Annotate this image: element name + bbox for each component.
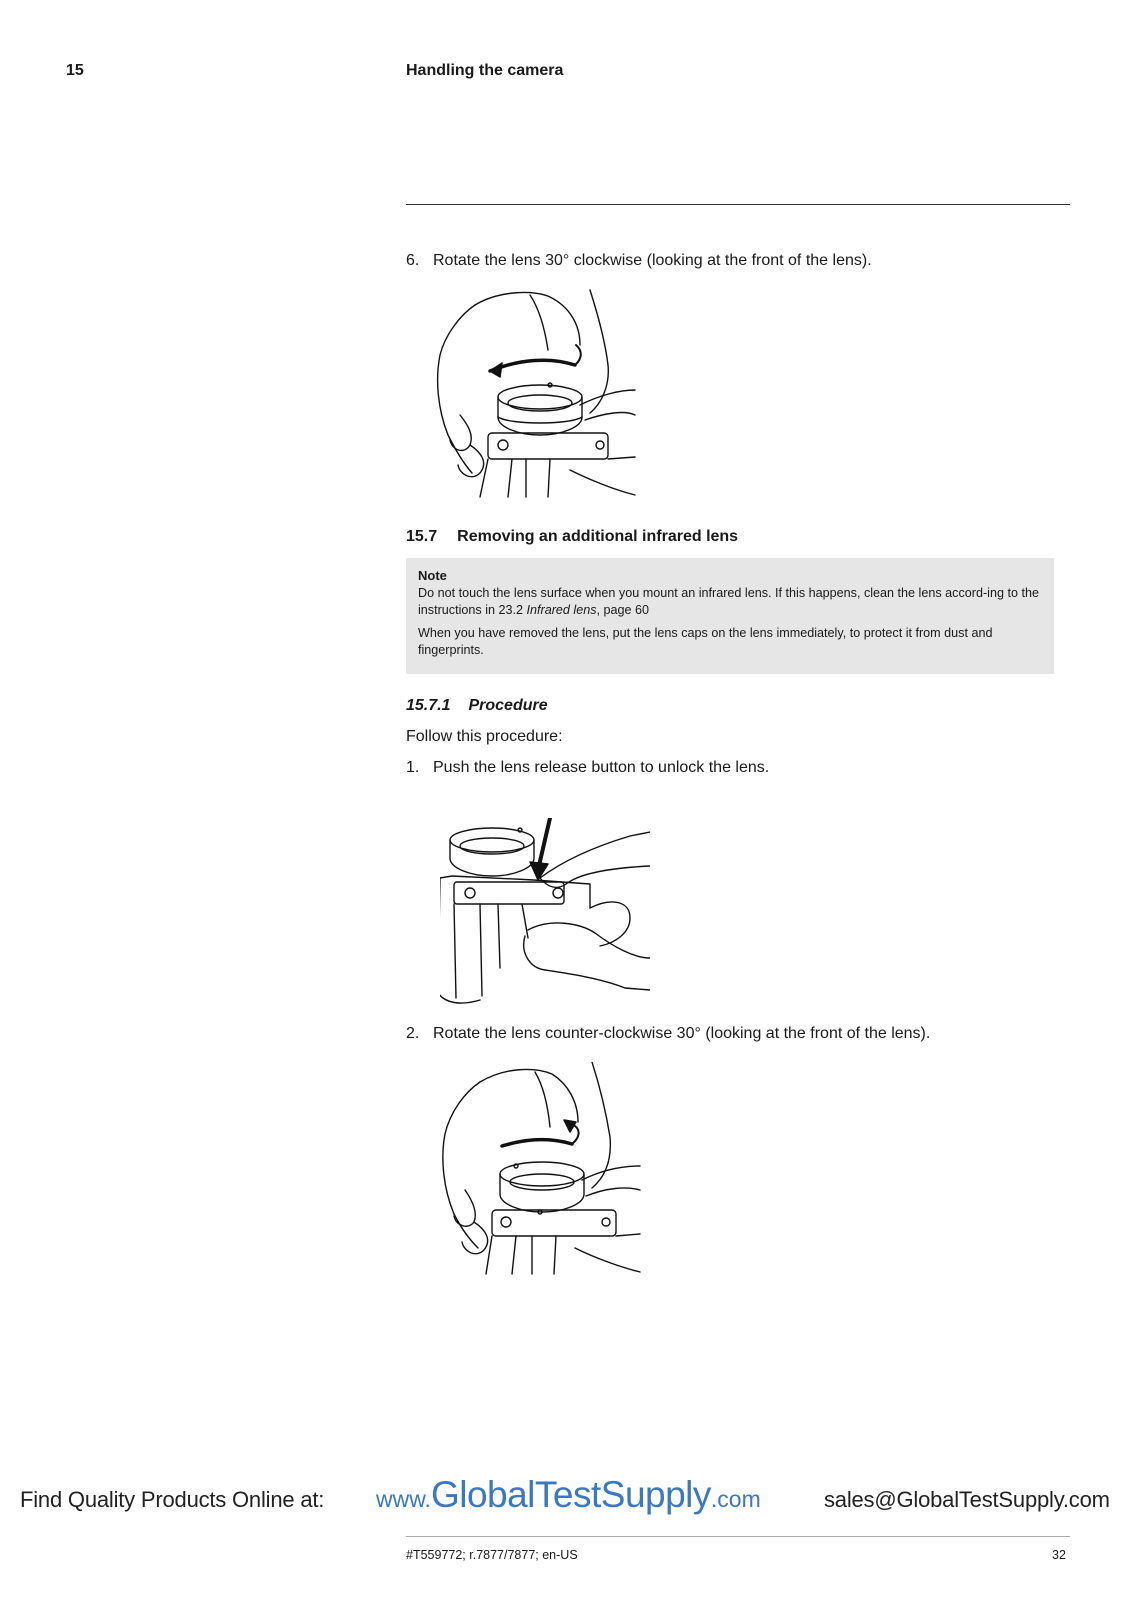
banner-email-link[interactable]: sales@GlobalTestSupply.com	[824, 1487, 1110, 1512]
step-number: 6.	[406, 252, 420, 269]
illustration-rotate-lens-counter-clockwise	[440, 1062, 650, 1282]
footer-doc-id: #T559772; r.7877/7877; en-US	[406, 1548, 578, 1562]
header-rule	[406, 204, 1070, 205]
procedure-intro: Follow this procedure:	[406, 728, 563, 745]
procedure-step-1	[406, 759, 769, 777]
note-title: Note	[418, 568, 447, 583]
note-text: Do not touch the lens surface when you mount an infrared lens. If this happens, clean the lens accord-ing to the instructions in 23.2	[418, 586, 1039, 617]
illustration-push-release-button	[440, 818, 650, 1013]
step-text: Push the lens release button to unlock the lens.	[433, 759, 770, 776]
subsection-heading	[406, 697, 548, 715]
chapter-number: 15	[66, 62, 84, 79]
banner-find-text: Find Quality Products Online at:	[20, 1487, 325, 1512]
procedure-step-2	[406, 1025, 930, 1043]
step-text: Rotate the lens 30° clockwise (looking at the front of the lens).	[433, 252, 872, 269]
subsection-title: Procedure	[468, 697, 548, 714]
illustration-rotate-lens-clockwise	[430, 285, 650, 505]
banner-url-link[interactable]	[376, 1474, 761, 1516]
url-brand: GlobalTestSupply	[430, 1474, 711, 1515]
section-heading	[406, 528, 738, 546]
step-number: 1.	[406, 759, 420, 776]
note-paragraph-1	[418, 585, 1042, 619]
chapter-title: Handling the camera	[406, 62, 564, 79]
note-box	[406, 558, 1054, 674]
step-rotate-clockwise	[406, 252, 872, 270]
step-text: Rotate the lens counter-clockwise 30° (looking at the front of the lens).	[433, 1025, 931, 1042]
step-number: 2.	[406, 1025, 420, 1042]
footer-rule	[406, 1536, 1070, 1537]
subsection-number: 15.7.1	[406, 697, 451, 714]
url-prefix: www.	[376, 1486, 431, 1512]
url-suffix: .com	[710, 1486, 761, 1512]
section-title: Removing an additional infrared lens	[457, 528, 739, 545]
note-page-ref: , page 60	[596, 603, 650, 617]
note-reference-link[interactable]: Infrared lens	[526, 603, 597, 617]
section-number: 15.7	[406, 528, 438, 545]
footer-page-number: 32	[1052, 1548, 1066, 1562]
note-paragraph-2: When you have removed the lens, put the lens caps on the lens immediately, to protect it from dust and fingerprints.	[418, 626, 993, 657]
